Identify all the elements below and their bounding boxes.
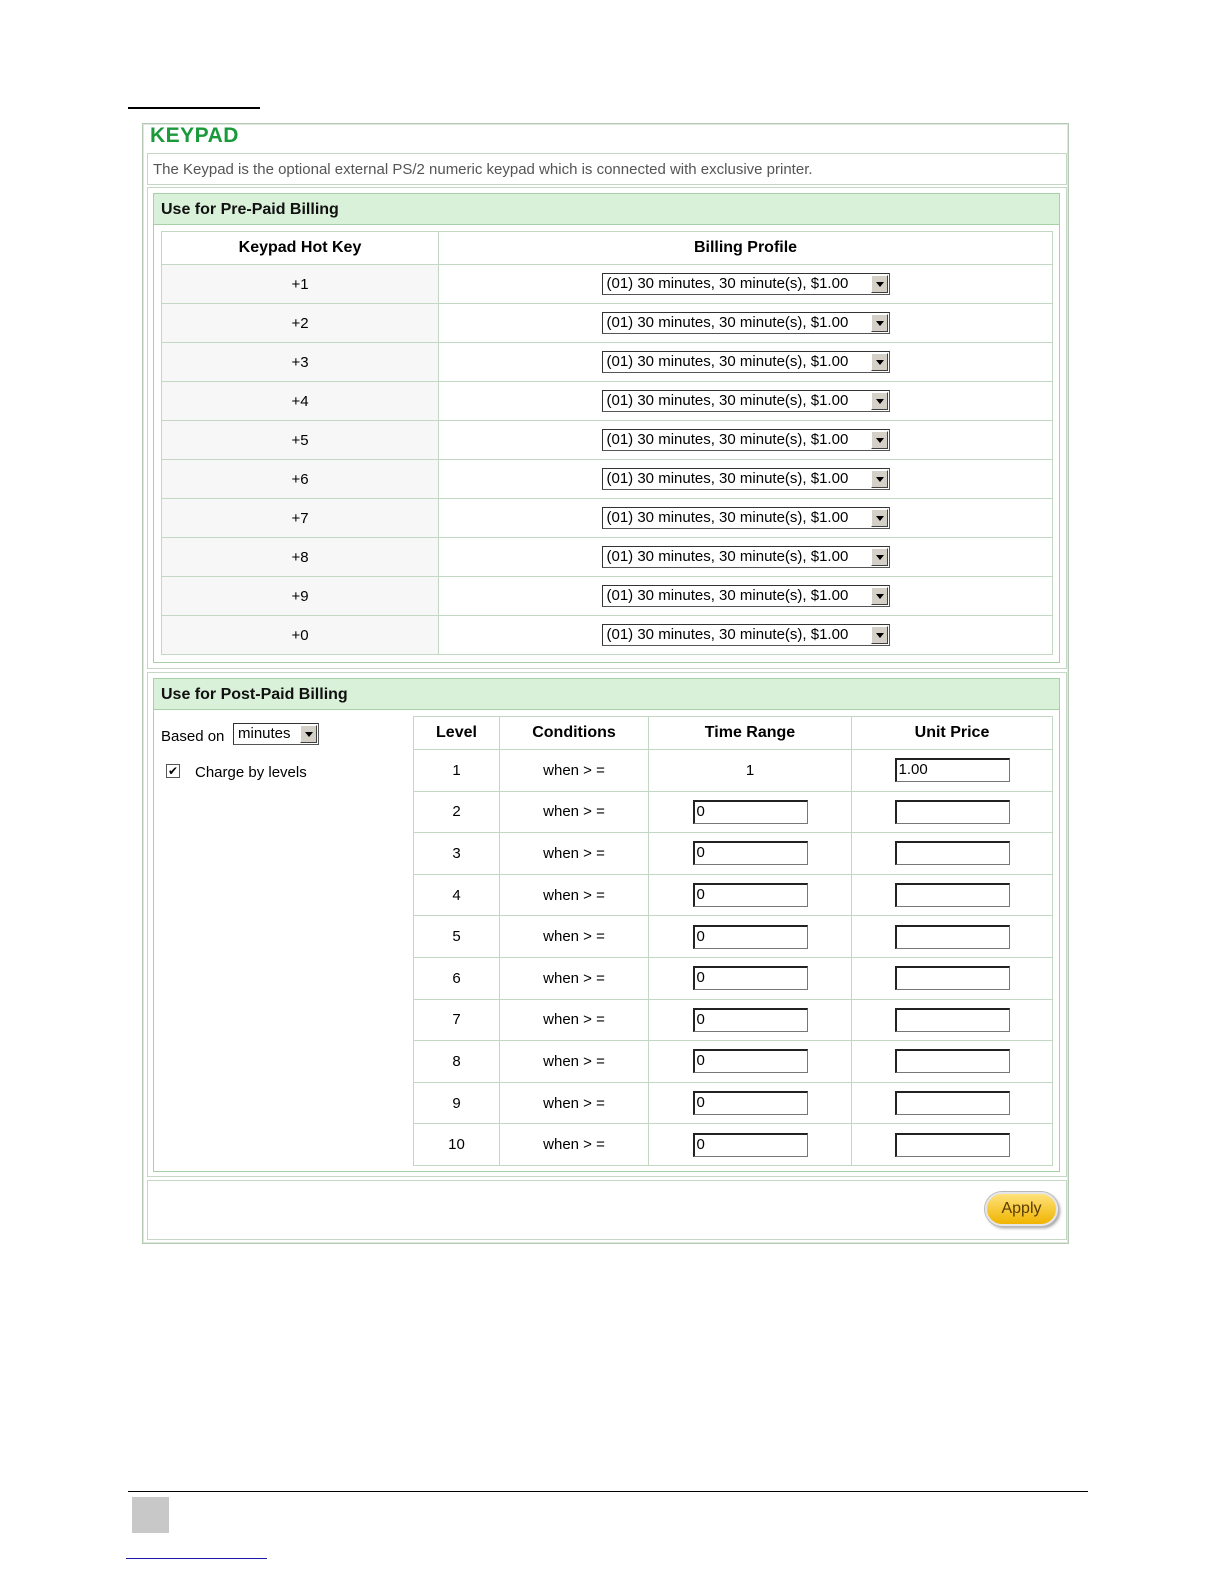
unit-price-input[interactable]	[895, 1133, 1010, 1157]
unit-price-input[interactable]	[895, 966, 1010, 990]
prepaid-row	[162, 616, 1053, 655]
profile-cell	[439, 382, 1053, 421]
level-row	[414, 1124, 1053, 1166]
time-range-input[interactable]: 0	[693, 925, 808, 949]
time-range-cell	[649, 957, 852, 999]
hotkey-cell: +1	[162, 265, 439, 304]
hotkey-cell: +9	[162, 577, 439, 616]
description-text: The Keypad is the optional external PS/2 numeric keypad which is connected with exclusive printer.	[153, 161, 813, 178]
unit-price-input[interactable]	[895, 841, 1010, 865]
profile-cell	[439, 616, 1053, 655]
time-range-cell	[649, 833, 852, 875]
level-cell: 1	[414, 750, 500, 792]
billing-profile-value: (01) 30 minutes, 30 minute(s), $1.00	[606, 353, 849, 370]
prepaid-row	[162, 343, 1053, 382]
billing-profile-value: (01) 30 minutes, 30 minute(s), $1.00	[606, 548, 849, 565]
hotkey-cell: +0	[162, 616, 439, 655]
apply-row	[147, 1180, 1067, 1240]
unit-price-input[interactable]	[895, 800, 1010, 824]
charge-by-levels-checkbox[interactable]: ✔	[167, 764, 179, 778]
billing-profile-value: (01) 30 minutes, 30 minute(s), $1.00	[606, 392, 849, 409]
billing-profile-value: (01) 30 minutes, 30 minute(s), $1.00	[606, 431, 849, 448]
based-on-select[interactable]	[233, 723, 319, 745]
condition-cell: when > =	[500, 1124, 649, 1166]
billing-profile-select[interactable]	[602, 546, 890, 568]
level-cell: 3	[414, 833, 500, 875]
hotkey-cell: +8	[162, 538, 439, 577]
profile-cell	[439, 265, 1053, 304]
time-range-cell	[649, 1124, 852, 1166]
chevron-down-icon[interactable]	[871, 392, 888, 410]
billing-profile-select[interactable]	[602, 468, 890, 490]
level-row	[414, 750, 1053, 792]
level-cell: 6	[414, 957, 500, 999]
time-range-input[interactable]: 0	[693, 883, 808, 907]
billing-profile-value: (01) 30 minutes, 30 minute(s), $1.00	[606, 587, 849, 604]
chevron-down-icon[interactable]	[871, 548, 888, 566]
charge-by-levels-label: Charge by levels	[195, 764, 307, 781]
time-range-input[interactable]: 0	[693, 1133, 808, 1157]
billing-profile-select[interactable]	[602, 507, 890, 529]
level-row	[414, 999, 1053, 1041]
chevron-down-icon[interactable]	[871, 470, 888, 488]
level-row	[414, 916, 1053, 958]
time-range-cell: 1	[649, 750, 852, 792]
condition-cell: when > =	[500, 750, 649, 792]
unit-price-cell	[852, 833, 1053, 875]
chevron-down-icon[interactable]	[871, 275, 888, 293]
billing-profile-value: (01) 30 minutes, 30 minute(s), $1.00	[606, 626, 849, 643]
condition-cell: when > =	[500, 957, 649, 999]
unit-price-input[interactable]	[895, 925, 1010, 949]
profile-cell	[439, 460, 1053, 499]
hotkey-cell: +5	[162, 421, 439, 460]
unit-price-input[interactable]	[895, 1091, 1010, 1115]
unit-price-input[interactable]: 1.00	[895, 758, 1010, 782]
time-range-input[interactable]: 0	[693, 800, 808, 824]
unit-price-cell	[852, 1124, 1053, 1166]
time-range-input[interactable]: 0	[693, 1008, 808, 1032]
condition-cell: when > =	[500, 791, 649, 833]
level-cell: 5	[414, 916, 500, 958]
time-range-cell	[649, 791, 852, 833]
prepaid-row	[162, 304, 1053, 343]
time-range-cell	[649, 999, 852, 1041]
chevron-down-icon[interactable]	[871, 314, 888, 332]
time-range-input[interactable]: 0	[693, 1049, 808, 1073]
time-range-cell	[649, 1082, 852, 1124]
unit-price-cell	[852, 874, 1053, 916]
billing-profile-value: (01) 30 minutes, 30 minute(s), $1.00	[606, 275, 849, 292]
footer-link-rule	[126, 1558, 267, 1559]
billing-profile-value: (01) 30 minutes, 30 minute(s), $1.00	[606, 509, 849, 526]
unit-price-cell	[852, 750, 1053, 792]
chevron-down-icon[interactable]	[871, 353, 888, 371]
condition-cell: when > =	[500, 1041, 649, 1083]
billing-profile-value: (01) 30 minutes, 30 minute(s), $1.00	[606, 470, 849, 487]
level-row	[414, 833, 1053, 875]
prepaid-section-title: Use for Pre-Paid Billing	[161, 201, 339, 218]
unit-price-column-header: Unit Price	[852, 717, 1053, 750]
unit-price-cell	[852, 1082, 1053, 1124]
level-row	[414, 957, 1053, 999]
prepaid-row	[162, 577, 1053, 616]
profile-cell	[439, 499, 1053, 538]
page-title: KEYPAD	[150, 124, 239, 147]
unit-price-cell	[852, 999, 1053, 1041]
billing-profile-select[interactable]	[602, 312, 890, 334]
level-column-header: Level	[414, 717, 500, 750]
condition-cell: when > =	[500, 833, 649, 875]
hotkey-column-header: Keypad Hot Key	[162, 232, 439, 265]
level-row	[414, 791, 1053, 833]
time-range-cell	[649, 916, 852, 958]
hotkey-cell: +7	[162, 499, 439, 538]
level-cell: 2	[414, 791, 500, 833]
level-row	[414, 1041, 1053, 1083]
postpaid-section-title: Use for Post-Paid Billing	[161, 686, 348, 703]
prepaid-row	[162, 538, 1053, 577]
profile-cell	[439, 304, 1053, 343]
chevron-down-icon[interactable]	[871, 509, 888, 527]
billing-profile-select[interactable]	[602, 624, 890, 646]
time-range-input[interactable]: 0	[693, 1091, 808, 1115]
level-cell: 7	[414, 999, 500, 1041]
billing-profile-value: (01) 30 minutes, 30 minute(s), $1.00	[606, 314, 849, 331]
unit-price-input[interactable]	[895, 1008, 1010, 1032]
conditions-column-header: Conditions	[500, 717, 649, 750]
unit-price-cell	[852, 791, 1053, 833]
hotkey-cell: +4	[162, 382, 439, 421]
prepaid-table	[161, 231, 1053, 655]
hotkey-cell: +2	[162, 304, 439, 343]
level-cell: 4	[414, 874, 500, 916]
postpaid-table	[413, 716, 1053, 1166]
profile-cell	[439, 577, 1053, 616]
prepaid-row	[162, 382, 1053, 421]
chevron-down-icon[interactable]	[871, 626, 888, 644]
footer-rule	[128, 1491, 1088, 1492]
unit-price-cell	[852, 957, 1053, 999]
profile-cell	[439, 421, 1053, 460]
billing-profile-select[interactable]	[602, 429, 890, 451]
unit-price-cell	[852, 1041, 1053, 1083]
level-cell: 10	[414, 1124, 500, 1166]
chevron-down-icon[interactable]	[871, 587, 888, 605]
unit-price-input[interactable]	[895, 883, 1010, 907]
time-range-cell	[649, 1041, 852, 1083]
time-range-cell	[649, 874, 852, 916]
billing-profile-select[interactable]	[602, 273, 890, 295]
level-row	[414, 1082, 1053, 1124]
page-number-box	[132, 1497, 169, 1533]
unit-price-cell	[852, 916, 1053, 958]
based-on-label: Based on	[161, 728, 225, 745]
time-range-column-header: Time Range	[649, 717, 852, 750]
prepaid-row	[162, 265, 1053, 304]
level-cell: 8	[414, 1041, 500, 1083]
condition-cell: when > =	[500, 999, 649, 1041]
hotkey-cell: +3	[162, 343, 439, 382]
condition-cell: when > =	[500, 874, 649, 916]
apply-button[interactable]: Apply	[985, 1192, 1058, 1226]
profile-cell	[439, 538, 1053, 577]
billing-profile-select[interactable]	[602, 351, 890, 373]
chevron-down-icon[interactable]	[871, 431, 888, 449]
chevron-down-icon[interactable]	[300, 725, 317, 743]
profile-column-header: Billing Profile	[439, 232, 1053, 265]
header-rule	[128, 107, 260, 109]
time-range-input[interactable]: 0	[693, 966, 808, 990]
time-range-input[interactable]: 0	[693, 841, 808, 865]
hotkey-cell: +6	[162, 460, 439, 499]
level-row	[414, 874, 1053, 916]
condition-cell: when > =	[500, 1082, 649, 1124]
profile-cell	[439, 343, 1053, 382]
level-cell: 9	[414, 1082, 500, 1124]
prepaid-row	[162, 499, 1053, 538]
prepaid-row	[162, 421, 1053, 460]
unit-price-input[interactable]	[895, 1049, 1010, 1073]
billing-profile-select[interactable]	[602, 390, 890, 412]
prepaid-row	[162, 460, 1053, 499]
condition-cell: when > =	[500, 916, 649, 958]
billing-profile-select[interactable]	[602, 585, 890, 607]
based-on-value: minutes	[238, 725, 291, 742]
